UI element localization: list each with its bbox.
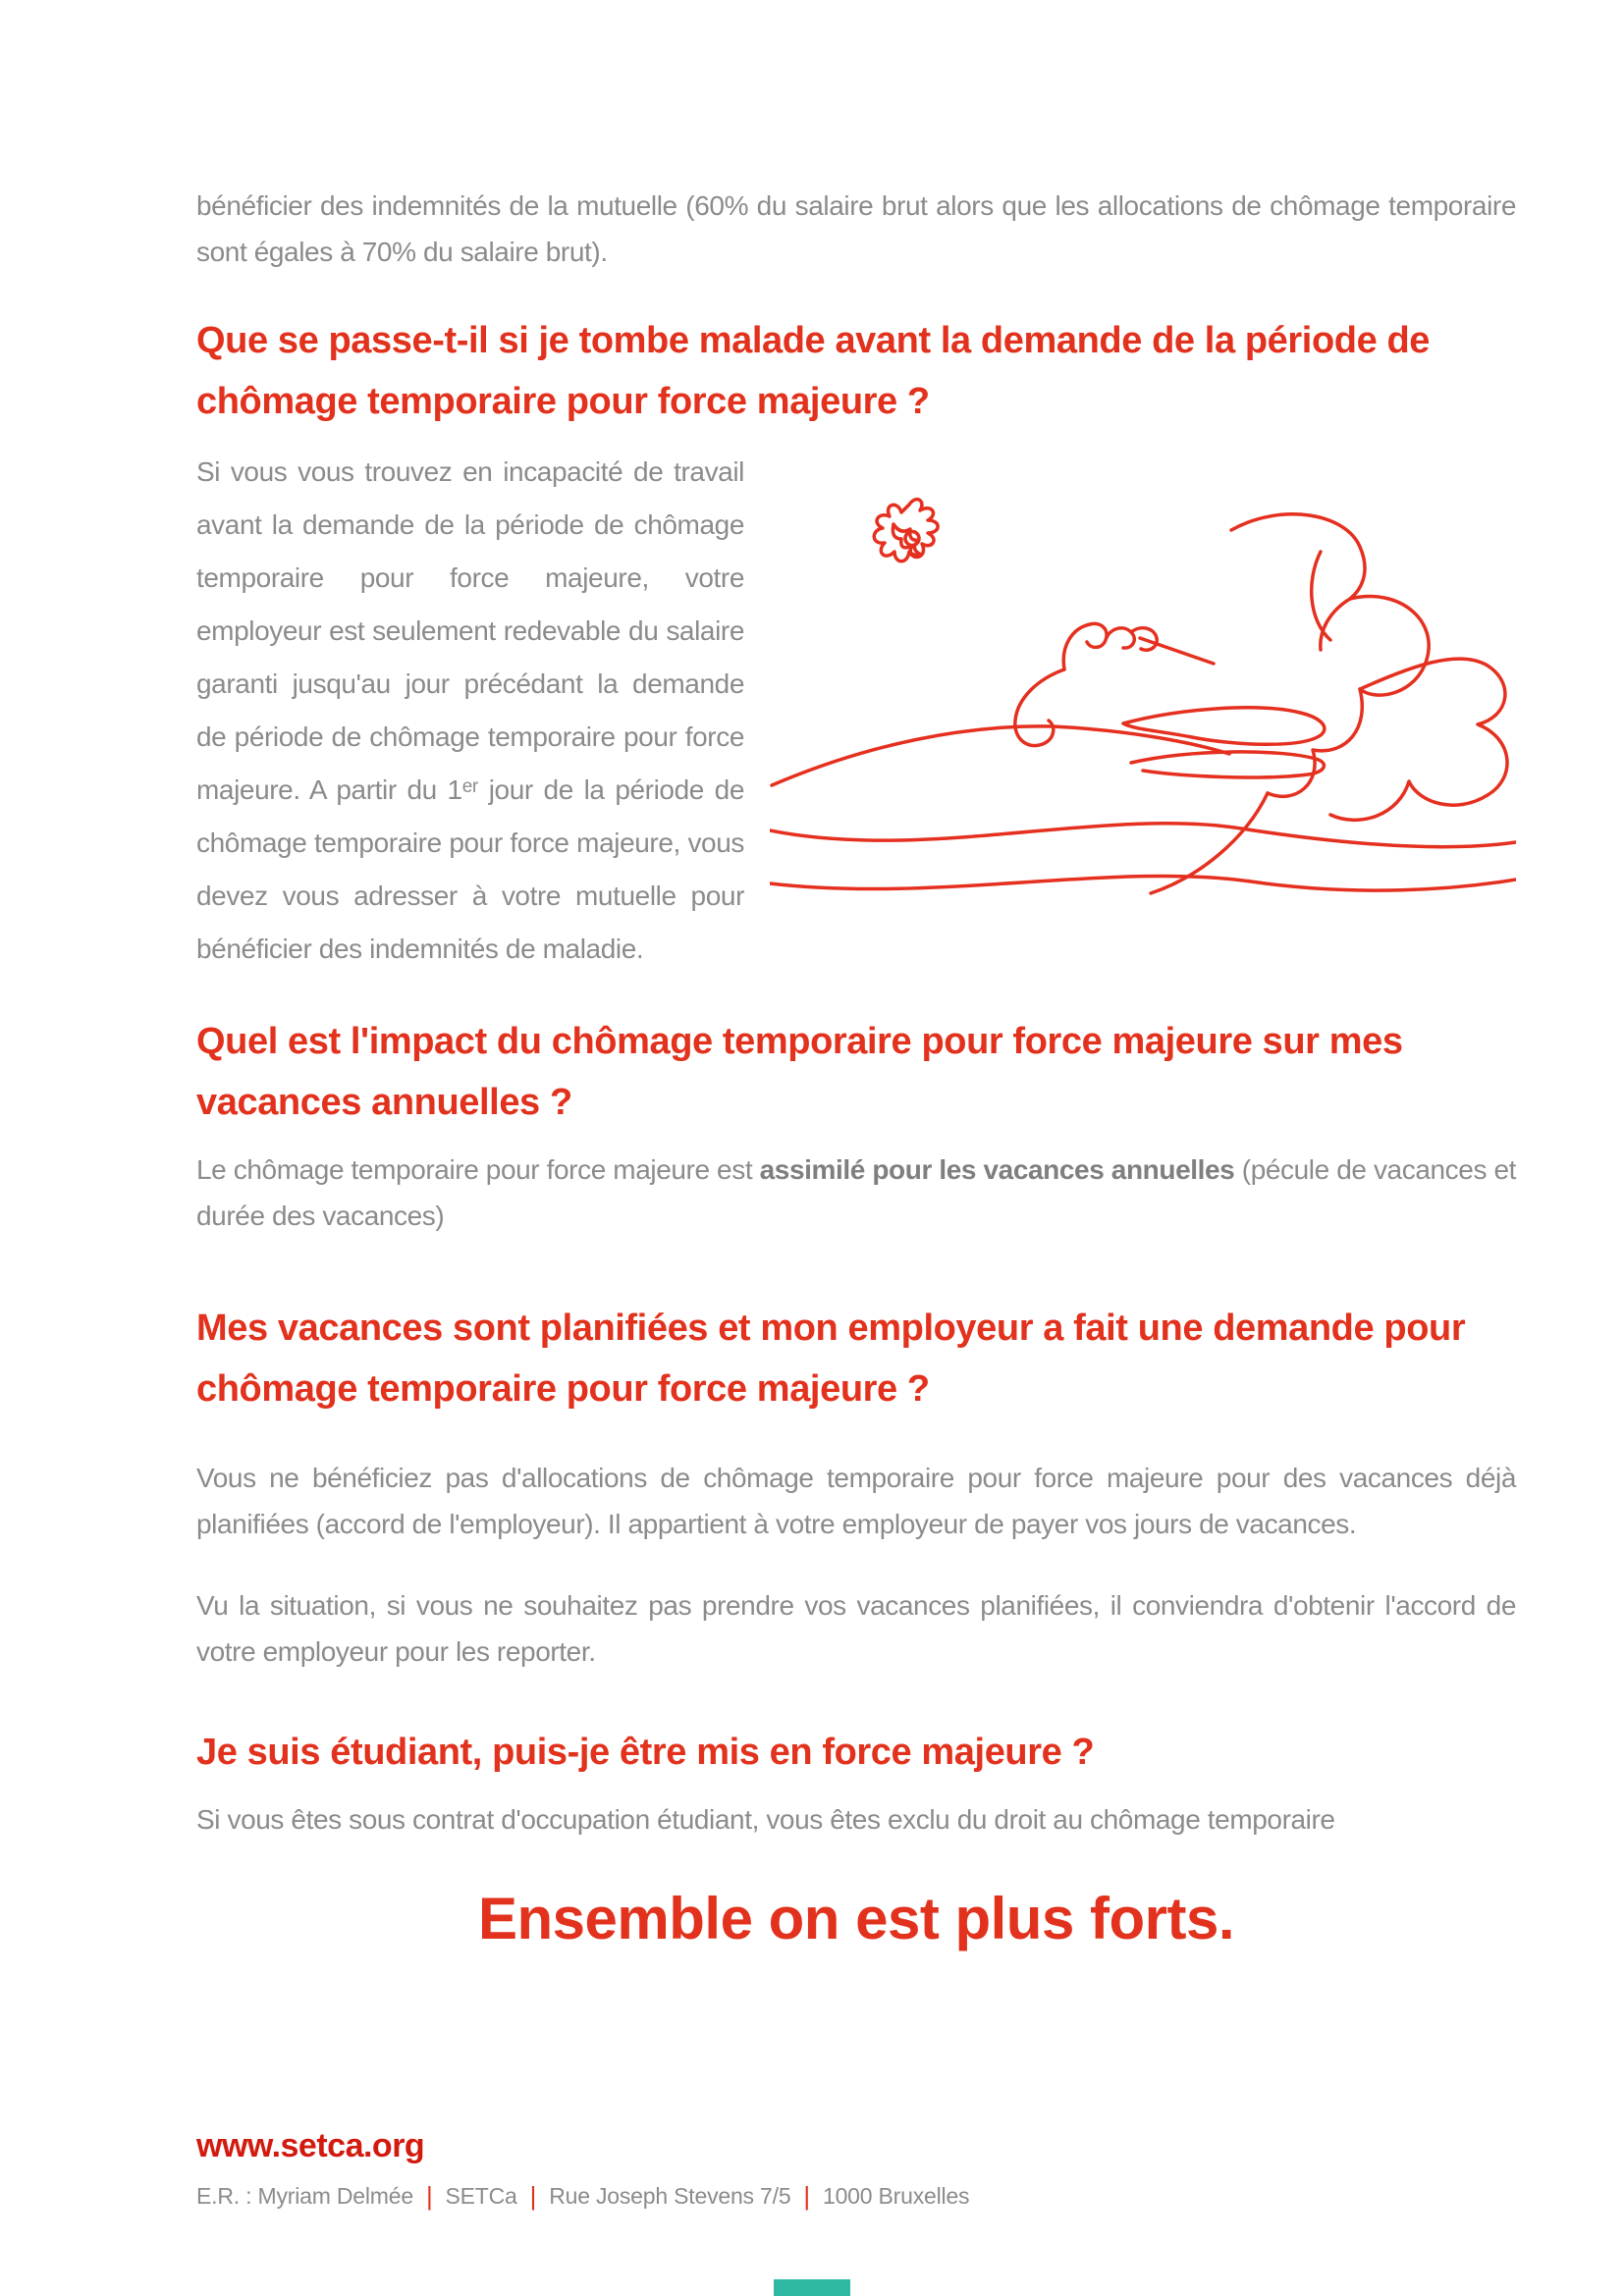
faq-section-annual-leave	[196, 1011, 1516, 1239]
faq-section-sickness	[196, 310, 1516, 976]
imprint-organisation: SETCa	[445, 2183, 517, 2209]
imprint-editor: E.R. : Myriam Delmée	[196, 2183, 413, 2209]
virus-particle-icon	[874, 500, 938, 561]
website-link[interactable]: www.setca.org	[196, 2127, 425, 2164]
answer-paragraph	[196, 1147, 1516, 1239]
imprint-address: Rue Joseph Stevens 7/5	[549, 2183, 791, 2209]
covid-swab-illustration	[770, 491, 1516, 895]
imprint-separator: |	[425, 2181, 433, 2211]
question-heading: Je suis étudiant, puis-je être mis en force majeure ?	[196, 1732, 1095, 1773]
imprint-line	[196, 2181, 969, 2212]
question-heading: Quel est l'impact du chômage temporaire pour force majeure sur mes vacances annuelles ?	[196, 1021, 1403, 1123]
answer-paragraph	[196, 446, 1516, 976]
answer-text-suffix: (pécule de vacances et durée des vacances)	[196, 1154, 1517, 1231]
slogan: Ensemble on est plus forts.	[478, 1886, 1234, 1951]
answer-paragraph: Vous ne bénéficiez pas d'allocations de chômage temporaire pour force majeure pour des vacances déjà planifiées (accord de l'employeur). Il appartient à votre employeur de payer vos jours de vacances.	[196, 1463, 1516, 1539]
imprint-separator: |	[529, 2181, 537, 2211]
imprint-separator: |	[803, 2181, 810, 2211]
faq-section-student	[196, 1722, 1516, 1842]
imprint-city: 1000 Bruxelles	[822, 2183, 970, 2209]
question-heading: Que se passe-t-il si je tombe malade avant la demande de la période de chômage temporaire pour force majeure ?	[196, 320, 1431, 422]
bottom-page-marker	[774, 2279, 850, 2296]
person-line-drawing	[770, 514, 1516, 893]
answer-paragraph: Vu la situation, si vous ne souhaitez pas prendre vos vacances planifiées, il conviendra d'obtenir l'accord de votre employeur pour les reporter.	[196, 1590, 1516, 1667]
faq-section-planned-vacation	[196, 1298, 1516, 1675]
answer-text-emphasis: assimilé pour les vacances annuelles	[759, 1154, 1235, 1185]
footer	[196, 2127, 969, 2212]
question-heading: Mes vacances sont planifiées et mon employeur a fait une demande pour chômage temporaire pour force majeure ?	[196, 1308, 1466, 1410]
intro-paragraph: bénéficier des indemnités de la mutuelle (60% du salaire brut alors que les allocations de chômage temporaire sont égales à 70% du salaire brut).	[196, 190, 1516, 267]
answer-text: Si vous vous trouvez en incapacité de travail avant la demande de la période de chômage temporaire pour force majeure, votre employeur est seulement redevable du salaire garanti jusqu'au jour précédant la demande de période de chômage temporaire pour force majeure. A partir du 1ᵉʳ jour de la période de chômage temporaire pour force majeure, vous devez vous adresser à votre mutuelle pour bénéficier des indemnités de maladie.	[196, 456, 744, 964]
answer-paragraph: Si vous êtes sous contrat d'occupation étudiant, vous êtes exclu du droit au chômage temporaire	[196, 1804, 1335, 1835]
answer-text-prefix: Le chômage temporaire pour force majeure est	[196, 1154, 760, 1185]
